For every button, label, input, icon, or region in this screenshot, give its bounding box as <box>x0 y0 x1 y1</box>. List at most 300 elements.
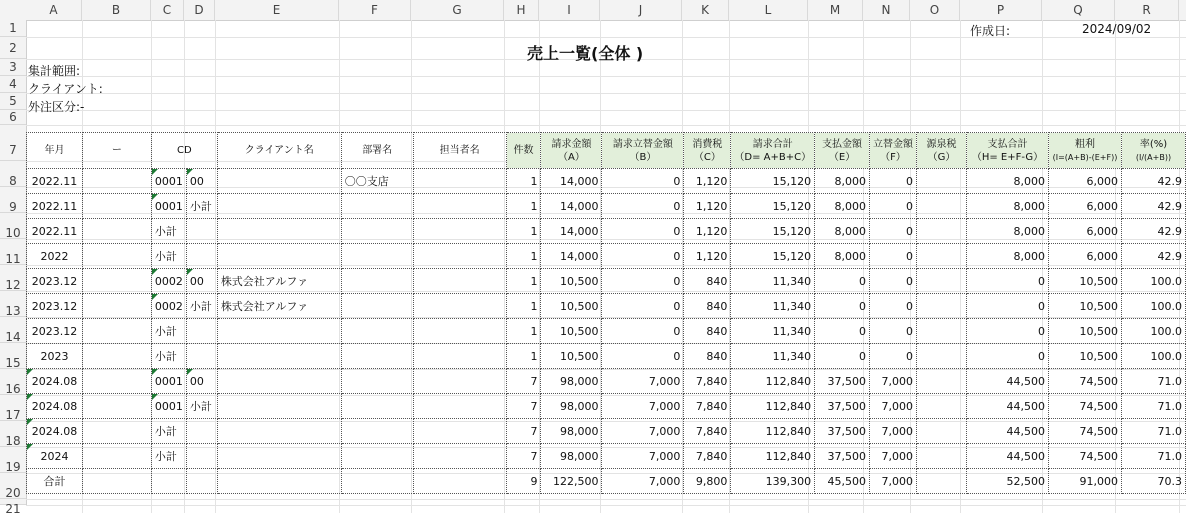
table-cell-d[interactable]: 15,120 <box>731 244 815 269</box>
column-header-p[interactable]: P <box>960 0 1042 20</box>
table-cell-g[interactable] <box>917 444 967 469</box>
table-cell-client[interactable] <box>217 244 341 269</box>
table-cell-b[interactable]: 0 <box>602 269 684 294</box>
table-cell-c[interactable]: 840 <box>684 294 731 319</box>
table-cell-i[interactable]: 10,500 <box>1048 344 1121 369</box>
table-cell-b[interactable] <box>82 394 151 419</box>
table-cell-cnt[interactable]: 1 <box>506 169 541 194</box>
table-cell-f[interactable]: 7,000 <box>870 369 917 394</box>
table-cell-c[interactable]: 840 <box>684 319 731 344</box>
column-header-a[interactable]: A <box>26 0 82 20</box>
table-cell-sub[interactable] <box>186 469 217 494</box>
table-cell-cd[interactable]: 小計 <box>151 244 186 269</box>
header-cell[interactable] <box>684 133 731 169</box>
table-cell-g[interactable] <box>413 369 506 394</box>
table-cell-sub[interactable]: 00 <box>186 169 217 194</box>
table-cell-dept[interactable] <box>341 244 413 269</box>
column-header-h[interactable]: H <box>504 0 539 20</box>
table-cell-e[interactable]: 0 <box>815 294 870 319</box>
table-cell-cnt[interactable]: 1 <box>506 344 541 369</box>
table-cell-r[interactable]: 71.0 <box>1121 419 1185 444</box>
table-cell-b[interactable] <box>82 419 151 444</box>
table-cell-client[interactable] <box>217 369 341 394</box>
table-cell-b[interactable] <box>82 444 151 469</box>
table-cell-sub[interactable] <box>186 319 217 344</box>
row-header-15[interactable]: 15 <box>0 343 26 369</box>
table-cell-a[interactable]: 122,500 <box>541 469 602 494</box>
table-cell-g[interactable] <box>413 319 506 344</box>
table-cell-d[interactable]: 11,340 <box>731 319 815 344</box>
row-header-16[interactable]: 16 <box>0 369 26 395</box>
table-cell-cnt[interactable]: 1 <box>506 219 541 244</box>
table-cell-ym[interactable]: 2024.08 <box>27 419 83 444</box>
column-header-i[interactable]: I <box>539 0 600 20</box>
table-cell-dept[interactable] <box>341 219 413 244</box>
table-cell-cd[interactable]: 小計 <box>151 219 186 244</box>
table-cell-g[interactable] <box>917 294 967 319</box>
table-cell-h[interactable]: 44,500 <box>967 394 1049 419</box>
header-cell[interactable] <box>1048 133 1121 169</box>
table-cell-g[interactable] <box>413 294 506 319</box>
table-cell-dept[interactable] <box>341 344 413 369</box>
table-cell-cnt[interactable]: 1 <box>506 294 541 319</box>
table-cell-sub[interactable]: 00 <box>186 369 217 394</box>
table-cell-i[interactable]: 74,500 <box>1048 369 1121 394</box>
column-header-d[interactable]: D <box>184 0 215 20</box>
column-header-m[interactable]: M <box>808 0 863 20</box>
table-cell-client[interactable] <box>217 169 341 194</box>
table-cell-f[interactable]: 0 <box>870 344 917 369</box>
table-cell-f[interactable]: 7,000 <box>870 394 917 419</box>
table-cell-dept[interactable] <box>341 394 413 419</box>
table-cell-i[interactable]: 6,000 <box>1048 169 1121 194</box>
table-cell-e[interactable]: 37,500 <box>815 394 870 419</box>
header-cell[interactable] <box>82 133 151 169</box>
table-cell-c[interactable]: 7,840 <box>684 419 731 444</box>
table-cell-f[interactable]: 7,000 <box>870 444 917 469</box>
header-cell[interactable] <box>731 133 815 169</box>
table-cell-b[interactable]: 7,000 <box>602 469 684 494</box>
table-cell-b[interactable] <box>82 194 151 219</box>
table-cell-g[interactable] <box>917 469 967 494</box>
row-header-20[interactable]: 20 <box>0 473 26 499</box>
table-cell-cd[interactable]: 小計 <box>151 419 186 444</box>
table-cell-ym[interactable]: 2022.11 <box>27 194 83 219</box>
table-cell-b[interactable]: 7,000 <box>602 444 684 469</box>
table-cell-cd[interactable]: 0001 <box>151 394 186 419</box>
table-cell-e[interactable]: 37,500 <box>815 369 870 394</box>
table-cell-r[interactable]: 100.0 <box>1121 344 1185 369</box>
table-cell-ym[interactable]: 2022 <box>27 244 83 269</box>
column-header-g[interactable]: G <box>411 0 504 20</box>
table-cell-sub[interactable] <box>186 419 217 444</box>
column-header-k[interactable]: K <box>682 0 729 20</box>
table-cell-cnt[interactable]: 1 <box>506 244 541 269</box>
table-cell-e[interactable]: 8,000 <box>815 219 870 244</box>
column-header-b[interactable]: B <box>82 0 151 20</box>
header-cell[interactable] <box>341 133 413 169</box>
table-cell-client[interactable] <box>217 444 341 469</box>
table-cell-a[interactable]: 10,500 <box>541 319 602 344</box>
table-cell-h[interactable]: 52,500 <box>967 469 1049 494</box>
table-cell-b[interactable]: 7,000 <box>602 369 684 394</box>
table-cell-h[interactable]: 0 <box>967 269 1049 294</box>
table-cell-ym[interactable]: 2022.11 <box>27 219 83 244</box>
table-cell-g[interactable] <box>917 419 967 444</box>
row-header-4[interactable]: 4 <box>0 76 26 93</box>
row-header-1[interactable]: 1 <box>0 20 26 37</box>
table-cell-h[interactable]: 8,000 <box>967 219 1049 244</box>
table-cell-h[interactable]: 8,000 <box>967 169 1049 194</box>
table-cell-d[interactable]: 15,120 <box>731 194 815 219</box>
header-cell[interactable] <box>151 133 217 169</box>
header-cell[interactable] <box>541 133 602 169</box>
row-header-9[interactable]: 9 <box>0 187 26 213</box>
table-cell-cnt[interactable]: 7 <box>506 419 541 444</box>
table-cell-h[interactable]: 0 <box>967 319 1049 344</box>
table-cell-a[interactable]: 10,500 <box>541 294 602 319</box>
table-cell-e[interactable]: 8,000 <box>815 169 870 194</box>
table-cell-a[interactable]: 14,000 <box>541 219 602 244</box>
table-cell-h[interactable]: 0 <box>967 294 1049 319</box>
table-cell-client[interactable]: 株式会社アルファ <box>217 294 341 319</box>
table-cell-d[interactable]: 11,340 <box>731 269 815 294</box>
table-cell-d[interactable]: 11,340 <box>731 344 815 369</box>
table-cell-ym[interactable]: 2023.12 <box>27 269 83 294</box>
table-cell-h[interactable]: 0 <box>967 344 1049 369</box>
table-cell-sub[interactable]: 小計 <box>186 194 217 219</box>
header-cell[interactable] <box>217 133 341 169</box>
table-cell-h[interactable]: 44,500 <box>967 444 1049 469</box>
table-cell-b[interactable] <box>82 344 151 369</box>
table-cell-d[interactable]: 112,840 <box>731 444 815 469</box>
table-cell-d[interactable]: 139,300 <box>731 469 815 494</box>
table-cell-cnt[interactable]: 7 <box>506 444 541 469</box>
table-cell-g[interactable] <box>917 394 967 419</box>
table-cell-ym[interactable]: 2024.08 <box>27 394 83 419</box>
row-header-13[interactable]: 13 <box>0 291 26 317</box>
table-cell-g[interactable] <box>917 319 967 344</box>
column-header-f[interactable]: F <box>339 0 411 20</box>
table-cell-dept[interactable] <box>341 194 413 219</box>
table-cell-a[interactable]: 14,000 <box>541 244 602 269</box>
table-cell-r[interactable]: 100.0 <box>1121 319 1185 344</box>
table-cell-g[interactable] <box>917 344 967 369</box>
table-cell-i[interactable]: 10,500 <box>1048 319 1121 344</box>
table-cell-d[interactable]: 112,840 <box>731 419 815 444</box>
column-header-j[interactable]: J <box>600 0 682 20</box>
column-header-o[interactable]: O <box>910 0 960 20</box>
table-cell-cd[interactable]: 小計 <box>151 344 186 369</box>
table-cell-client[interactable] <box>217 469 341 494</box>
table-cell-sub[interactable] <box>186 344 217 369</box>
table-cell-i[interactable]: 6,000 <box>1048 219 1121 244</box>
table-cell-b[interactable] <box>82 319 151 344</box>
table-cell-client[interactable] <box>217 194 341 219</box>
table-cell-b[interactable] <box>82 469 151 494</box>
table-cell-r[interactable]: 70.3 <box>1121 469 1185 494</box>
row-header-11[interactable]: 11 <box>0 239 26 265</box>
row-header-5[interactable]: 5 <box>0 93 26 110</box>
table-cell-a[interactable]: 98,000 <box>541 394 602 419</box>
table-cell-e[interactable]: 8,000 <box>815 244 870 269</box>
table-cell-ym[interactable]: 2023.12 <box>27 294 83 319</box>
table-cell-ym[interactable]: 2024 <box>27 444 83 469</box>
table-cell-g[interactable] <box>917 369 967 394</box>
table-cell-i[interactable]: 74,500 <box>1048 394 1121 419</box>
column-header-e[interactable]: E <box>215 0 339 20</box>
table-cell-b[interactable]: 0 <box>602 194 684 219</box>
table-cell-d[interactable]: 11,340 <box>731 294 815 319</box>
table-cell-r[interactable]: 100.0 <box>1121 294 1185 319</box>
table-cell-r[interactable]: 71.0 <box>1121 444 1185 469</box>
outsource-label: 外注区分:- <box>28 100 85 114</box>
table-cell-g[interactable] <box>413 394 506 419</box>
table-cell-client[interactable] <box>217 219 341 244</box>
row-header-6[interactable]: 6 <box>0 110 26 125</box>
table-cell-i[interactable]: 10,500 <box>1048 294 1121 319</box>
table-cell-g[interactable] <box>917 269 967 294</box>
table-cell-e[interactable]: 45,500 <box>815 469 870 494</box>
table-cell-g[interactable] <box>917 194 967 219</box>
table-cell-client[interactable] <box>217 394 341 419</box>
table-cell-f[interactable]: 0 <box>870 294 917 319</box>
row-header-17[interactable]: 17 <box>0 395 26 421</box>
table-cell-i[interactable]: 6,000 <box>1048 244 1121 269</box>
table-cell-cnt[interactable]: 1 <box>506 319 541 344</box>
table-cell-cd[interactable]: 0001 <box>151 169 186 194</box>
table-cell-sub[interactable] <box>186 444 217 469</box>
table-cell-sub[interactable]: 小計 <box>186 394 217 419</box>
header-label: 担当者名 <box>439 145 480 156</box>
table-cell-g[interactable] <box>413 419 506 444</box>
table-cell-a[interactable]: 10,500 <box>541 269 602 294</box>
table-cell-sub[interactable] <box>186 219 217 244</box>
header-cell[interactable] <box>602 133 684 169</box>
table-cell-dept[interactable] <box>341 319 413 344</box>
gridline-horizontal <box>26 125 1186 126</box>
table-cell-r[interactable]: 42.9 <box>1121 169 1185 194</box>
row-header-10[interactable]: 10 <box>0 213 26 239</box>
table-cell-r[interactable]: 71.0 <box>1121 394 1185 419</box>
table-cell-g[interactable] <box>413 344 506 369</box>
table-cell-r[interactable]: 42.9 <box>1121 194 1185 219</box>
table-cell-a[interactable]: 98,000 <box>541 369 602 394</box>
table-cell-b[interactable]: 0 <box>602 244 684 269</box>
table-cell-h[interactable]: 8,000 <box>967 194 1049 219</box>
table-cell-e[interactable]: 0 <box>815 319 870 344</box>
table-cell-dept[interactable] <box>341 294 413 319</box>
table-cell-c[interactable]: 1,120 <box>684 219 731 244</box>
row-header-18[interactable]: 18 <box>0 421 26 447</box>
row-header-8[interactable]: 8 <box>0 161 26 187</box>
table-cell-h[interactable]: 44,500 <box>967 419 1049 444</box>
table-cell-c[interactable]: 840 <box>684 344 731 369</box>
table-cell-b[interactable] <box>82 244 151 269</box>
table-cell-f[interactable]: 0 <box>870 269 917 294</box>
header-cell[interactable] <box>967 133 1049 169</box>
table-cell-cd[interactable]: 0002 <box>151 294 186 319</box>
table-cell-c[interactable]: 7,840 <box>684 444 731 469</box>
table-cell-g[interactable] <box>413 194 506 219</box>
table-cell-cnt[interactable]: 1 <box>506 269 541 294</box>
table-cell-sub[interactable]: 00 <box>186 269 217 294</box>
row-header-7[interactable]: 7 <box>0 125 26 161</box>
table-cell-sub[interactable]: 小計 <box>186 294 217 319</box>
table-cell-c[interactable]: 7,840 <box>684 394 731 419</box>
table-cell-g[interactable] <box>917 219 967 244</box>
table-cell-client[interactable] <box>217 419 341 444</box>
table-cell-b[interactable]: 0 <box>602 219 684 244</box>
table-cell-g[interactable] <box>413 169 506 194</box>
table-cell-cd[interactable]: 0001 <box>151 369 186 394</box>
table-cell-ym[interactable]: 2024.08 <box>27 369 83 394</box>
table-cell-e[interactable]: 37,500 <box>815 419 870 444</box>
column-header-c[interactable]: C <box>151 0 184 20</box>
table-cell-c[interactable]: 1,120 <box>684 244 731 269</box>
table-cell-b[interactable]: 7,000 <box>602 419 684 444</box>
table-cell-f[interactable]: 0 <box>870 219 917 244</box>
table-cell-c[interactable]: 7,840 <box>684 369 731 394</box>
column-header-r[interactable]: R <box>1115 0 1179 20</box>
table-cell-b[interactable] <box>82 294 151 319</box>
table-cell-client[interactable]: 株式会社アルファ <box>217 269 341 294</box>
row-header-12[interactable]: 12 <box>0 265 26 291</box>
table-cell-b[interactable] <box>82 169 151 194</box>
table-cell-a[interactable]: 14,000 <box>541 194 602 219</box>
table-cell-g[interactable] <box>413 244 506 269</box>
table-cell-i[interactable]: 74,500 <box>1048 419 1121 444</box>
header-cell[interactable] <box>815 133 870 169</box>
table-cell-cnt[interactable]: 9 <box>506 469 541 494</box>
gridline-horizontal <box>26 505 1186 506</box>
table-cell-e[interactable]: 0 <box>815 269 870 294</box>
table-cell-d[interactable]: 15,120 <box>731 219 815 244</box>
header-label: 立替金額 <box>873 138 914 150</box>
header-cell[interactable] <box>1121 133 1185 169</box>
table-cell-cnt[interactable]: 7 <box>506 394 541 419</box>
header-cell[interactable] <box>917 133 967 169</box>
table-cell-dept[interactable] <box>341 469 413 494</box>
header-cell[interactable] <box>27 133 83 169</box>
table-row <box>27 169 1186 194</box>
column-header-l[interactable]: L <box>729 0 808 20</box>
table-cell-cnt[interactable]: 7 <box>506 369 541 394</box>
table-cell-ym[interactable]: 2023.12 <box>27 319 83 344</box>
table-cell-r[interactable]: 42.9 <box>1121 244 1185 269</box>
table-cell-f[interactable]: 0 <box>870 319 917 344</box>
table-cell-b[interactable]: 0 <box>602 319 684 344</box>
table-cell-c[interactable]: 1,120 <box>684 169 731 194</box>
header-cell[interactable] <box>870 133 917 169</box>
table-cell-ym[interactable]: 2022.11 <box>27 169 83 194</box>
header-label: 件数 <box>513 145 534 156</box>
table-cell-r[interactable]: 42.9 <box>1121 219 1185 244</box>
table-cell-dept[interactable] <box>341 269 413 294</box>
table-cell-e[interactable]: 37,500 <box>815 444 870 469</box>
table-cell-b[interactable] <box>82 219 151 244</box>
table-cell-ym[interactable]: 合計 <box>27 469 83 494</box>
table-cell-dept[interactable] <box>341 419 413 444</box>
table-cell-g[interactable] <box>917 244 967 269</box>
table-cell-dept[interactable] <box>341 444 413 469</box>
table-cell-f[interactable]: 7,000 <box>870 469 917 494</box>
table-row <box>27 244 1186 269</box>
table-cell-ym[interactable]: 2023 <box>27 344 83 369</box>
table-cell-g[interactable] <box>413 219 506 244</box>
table-cell-d[interactable]: 112,840 <box>731 394 815 419</box>
table-cell-b[interactable]: 7,000 <box>602 394 684 419</box>
header-label: 請求合計 <box>752 138 793 150</box>
header-cell[interactable] <box>506 133 541 169</box>
table-cell-a[interactable]: 10,500 <box>541 344 602 369</box>
table-cell-dept[interactable]: 〇〇支店 <box>341 169 413 194</box>
row-header-2[interactable]: 2 <box>0 37 26 59</box>
table-cell-cd[interactable]: 0001 <box>151 194 186 219</box>
table-cell-sub[interactable] <box>186 244 217 269</box>
row-header-3[interactable]: 3 <box>0 59 26 76</box>
table-cell-f[interactable]: 0 <box>870 244 917 269</box>
header-cell[interactable] <box>413 133 506 169</box>
table-cell-r[interactable]: 71.0 <box>1121 369 1185 394</box>
table-cell-c[interactable]: 1,120 <box>684 194 731 219</box>
table-cell-cnt[interactable]: 1 <box>506 194 541 219</box>
table-cell-h[interactable]: 8,000 <box>967 244 1049 269</box>
table-cell-b[interactable]: 0 <box>602 169 684 194</box>
table-cell-c[interactable]: 9,800 <box>684 469 731 494</box>
table-cell-f[interactable]: 7,000 <box>870 419 917 444</box>
table-cell-cd[interactable]: 小計 <box>151 444 186 469</box>
table-cell-b[interactable] <box>82 369 151 394</box>
table-cell-h[interactable]: 44,500 <box>967 369 1049 394</box>
table-cell-g[interactable] <box>917 169 967 194</box>
table-cell-client[interactable] <box>217 344 341 369</box>
table-cell-d[interactable]: 15,120 <box>731 169 815 194</box>
row-header-19[interactable]: 19 <box>0 447 26 473</box>
table-cell-c[interactable]: 840 <box>684 269 731 294</box>
table-row <box>27 219 1186 244</box>
table-cell-cd[interactable] <box>151 469 186 494</box>
table-cell-b[interactable]: 0 <box>602 294 684 319</box>
table-cell-i[interactable]: 74,500 <box>1048 444 1121 469</box>
row-header-14[interactable]: 14 <box>0 317 26 343</box>
table-cell-a[interactable]: 14,000 <box>541 169 602 194</box>
table-cell-g[interactable] <box>413 269 506 294</box>
table-cell-cd[interactable]: 0002 <box>151 269 186 294</box>
table-cell-client[interactable] <box>217 319 341 344</box>
row-header-21[interactable]: 21 <box>0 499 26 505</box>
table-cell-a[interactable]: 98,000 <box>541 444 602 469</box>
table-cell-b[interactable] <box>82 269 151 294</box>
table-cell-dept[interactable] <box>341 369 413 394</box>
table-cell-g[interactable] <box>413 469 506 494</box>
table-cell-b[interactable]: 0 <box>602 344 684 369</box>
table-cell-e[interactable]: 0 <box>815 344 870 369</box>
table-cell-a[interactable]: 98,000 <box>541 419 602 444</box>
table-cell-g[interactable] <box>413 444 506 469</box>
table-cell-f[interactable]: 0 <box>870 169 917 194</box>
table-cell-r[interactable]: 100.0 <box>1121 269 1185 294</box>
table-cell-i[interactable]: 91,000 <box>1048 469 1121 494</box>
table-cell-cd[interactable]: 小計 <box>151 319 186 344</box>
column-header-n[interactable]: N <box>863 0 910 20</box>
table-cell-i[interactable]: 10,500 <box>1048 269 1121 294</box>
table-cell-d[interactable]: 112,840 <box>731 369 815 394</box>
column-header-q[interactable]: Q <box>1042 0 1115 20</box>
table-cell-f[interactable]: 0 <box>870 194 917 219</box>
table-cell-i[interactable]: 6,000 <box>1048 194 1121 219</box>
table-cell-e[interactable]: 8,000 <box>815 194 870 219</box>
